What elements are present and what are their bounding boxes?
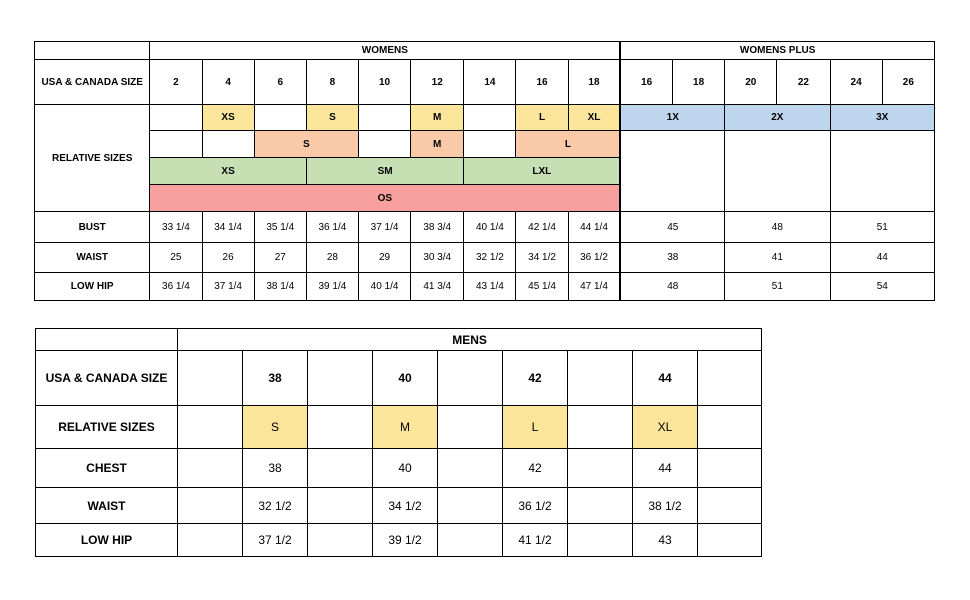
- low-hip-cell: 43: [633, 524, 698, 557]
- chest-cell: 40: [373, 449, 438, 488]
- rel-l-cell: L: [516, 131, 620, 158]
- empty-cell: [698, 351, 762, 406]
- rel-xl-cell: XL: [568, 105, 620, 131]
- size-cell: 8: [306, 60, 358, 105]
- waist-label: WAIST: [35, 243, 150, 273]
- rel-s-cell: S: [254, 131, 358, 158]
- empty-cell: [568, 524, 633, 557]
- bust-cell: 33 1/4: [150, 212, 202, 243]
- empty-cell: [438, 406, 503, 449]
- plus-rel-1x-cell: 1X: [620, 105, 724, 131]
- waist-cell: 34 1/2: [516, 243, 568, 273]
- size-cell: 10: [358, 60, 410, 105]
- plus-rel-2x-cell: 2X: [725, 105, 830, 131]
- empty-cell: [308, 488, 373, 524]
- empty-cell: [464, 131, 516, 158]
- low-hip-cell: 36 1/4: [150, 273, 202, 301]
- plus-waist-cell: 38: [620, 243, 724, 273]
- rel-m-cell: M: [411, 131, 464, 158]
- plus-size-cell: 20: [725, 60, 777, 105]
- empty-cell: [698, 524, 762, 557]
- low-hip-label: LOW HIP: [36, 524, 178, 557]
- empty-cell: [830, 131, 935, 212]
- chest-label: CHEST: [36, 449, 178, 488]
- plus-size-cell: 26: [882, 60, 934, 105]
- low-hip-cell: 41 1/2: [503, 524, 568, 557]
- low-hip-cell: 45 1/4: [516, 273, 568, 301]
- bust-cell: 38 3/4: [411, 212, 464, 243]
- rel-l-cell: L: [503, 406, 568, 449]
- waist-cell: 32 1/2: [243, 488, 308, 524]
- bust-label: BUST: [35, 212, 150, 243]
- womens-header: WOMENS: [150, 42, 621, 60]
- low-hip-cell: 47 1/4: [568, 273, 620, 301]
- plus-size-cell: 22: [777, 60, 830, 105]
- plus-waist-cell: 44: [830, 243, 935, 273]
- womens-size-table: [34, 41, 935, 301]
- plus-size-cell: 18: [673, 60, 725, 105]
- plus-size-cell: 16: [620, 60, 672, 105]
- low-hip-cell: 40 1/4: [358, 273, 410, 301]
- low-hip-cell: 43 1/4: [464, 273, 516, 301]
- waist-cell: 38 1/2: [633, 488, 698, 524]
- empty-cell: [150, 105, 202, 131]
- empty-cell: [308, 406, 373, 449]
- rel-xl-cell: XL: [633, 406, 698, 449]
- plus-waist-cell: 41: [725, 243, 830, 273]
- empty-cell: [358, 131, 410, 158]
- low-hip-cell: 38 1/4: [254, 273, 306, 301]
- empty-cell: [438, 449, 503, 488]
- relative-sizes-label: RELATIVE SIZES: [35, 105, 150, 212]
- empty-cell: [568, 406, 633, 449]
- bust-cell: 42 1/4: [516, 212, 568, 243]
- empty-cell: [202, 131, 254, 158]
- size-cell: 4: [202, 60, 254, 105]
- plus-low-hip-cell: 48: [620, 273, 724, 301]
- empty-cell: [698, 488, 762, 524]
- bust-cell: 44 1/4: [568, 212, 620, 243]
- size-cell: 42: [503, 351, 568, 406]
- empty-cell: [438, 488, 503, 524]
- size-cell: 2: [150, 60, 202, 105]
- womens-plus-header: WOMENS PLUS: [620, 42, 934, 60]
- rel-xs-cell: XS: [202, 105, 254, 131]
- empty-cell: [308, 449, 373, 488]
- waist-cell: 28: [306, 243, 358, 273]
- empty-cell: [178, 351, 243, 406]
- low-hip-cell: 41 3/4: [411, 273, 464, 301]
- size-cell: 16: [516, 60, 568, 105]
- empty-cell: [178, 488, 243, 524]
- low-hip-cell: 37 1/2: [243, 524, 308, 557]
- rel-s-cell: S: [243, 406, 308, 449]
- bust-cell: 40 1/4: [464, 212, 516, 243]
- waist-cell: 25: [150, 243, 202, 273]
- bust-cell: 36 1/4: [306, 212, 358, 243]
- rel-m-cell: M: [411, 105, 464, 131]
- size-cell: 14: [464, 60, 516, 105]
- waist-cell: 27: [254, 243, 306, 273]
- plus-low-hip-cell: 51: [725, 273, 830, 301]
- size-cell: 44: [633, 351, 698, 406]
- mens-size-table: [35, 328, 762, 557]
- empty-cell: [254, 105, 306, 131]
- size-cell: 18: [568, 60, 620, 105]
- corner-cell: [35, 42, 150, 60]
- empty-cell: [178, 406, 243, 449]
- plus-bust-cell: 48: [725, 212, 830, 243]
- empty-cell: [698, 406, 762, 449]
- rel-m-cell: M: [373, 406, 438, 449]
- plus-rel-3x-cell: 3X: [830, 105, 935, 131]
- waist-label: WAIST: [36, 488, 178, 524]
- empty-cell: [698, 449, 762, 488]
- empty-cell: [464, 105, 516, 131]
- empty-cell: [438, 524, 503, 557]
- relative-sizes-label: RELATIVE SIZES: [36, 406, 178, 449]
- corner-cell: [36, 329, 178, 351]
- waist-cell: 30 3/4: [411, 243, 464, 273]
- rel-l-cell: L: [516, 105, 568, 131]
- rel-s-cell: S: [306, 105, 358, 131]
- low-hip-label: LOW HIP: [35, 273, 150, 301]
- waist-cell: 36 1/2: [568, 243, 620, 273]
- waist-cell: 32 1/2: [464, 243, 516, 273]
- chest-cell: 38: [243, 449, 308, 488]
- waist-cell: 26: [202, 243, 254, 273]
- empty-cell: [438, 351, 503, 406]
- plus-low-hip-cell: 54: [830, 273, 935, 301]
- rel-xs-cell: XS: [150, 158, 306, 185]
- mens-header: MENS: [178, 329, 762, 351]
- empty-cell: [620, 131, 724, 212]
- waist-cell: 29: [358, 243, 410, 273]
- empty-cell: [308, 351, 373, 406]
- size-cell: 38: [243, 351, 308, 406]
- low-hip-cell: 37 1/4: [202, 273, 254, 301]
- chest-cell: 44: [633, 449, 698, 488]
- rel-sm-cell: SM: [306, 158, 463, 185]
- bust-cell: 34 1/4: [202, 212, 254, 243]
- bust-cell: 35 1/4: [254, 212, 306, 243]
- bust-cell: 37 1/4: [358, 212, 410, 243]
- size-cell: 12: [411, 60, 464, 105]
- size-label: USA & CANADA SIZE: [36, 351, 178, 406]
- size-cell: 40: [373, 351, 438, 406]
- low-hip-cell: 39 1/2: [373, 524, 438, 557]
- size-label: USA & CANADA SIZE: [35, 60, 150, 105]
- low-hip-cell: 39 1/4: [306, 273, 358, 301]
- waist-cell: 36 1/2: [503, 488, 568, 524]
- waist-cell: 34 1/2: [373, 488, 438, 524]
- empty-cell: [178, 524, 243, 557]
- empty-cell: [725, 131, 830, 212]
- rel-os-cell: OS: [150, 185, 621, 212]
- empty-cell: [568, 488, 633, 524]
- empty-cell: [568, 449, 633, 488]
- empty-cell: [308, 524, 373, 557]
- size-cell: 6: [254, 60, 306, 105]
- plus-bust-cell: 51: [830, 212, 935, 243]
- empty-cell: [178, 449, 243, 488]
- chest-cell: 42: [503, 449, 568, 488]
- rel-lxl-cell: LXL: [464, 158, 621, 185]
- empty-cell: [150, 131, 202, 158]
- empty-cell: [568, 351, 633, 406]
- plus-bust-cell: 45: [620, 212, 724, 243]
- plus-size-cell: 24: [830, 60, 882, 105]
- empty-cell: [358, 105, 410, 131]
